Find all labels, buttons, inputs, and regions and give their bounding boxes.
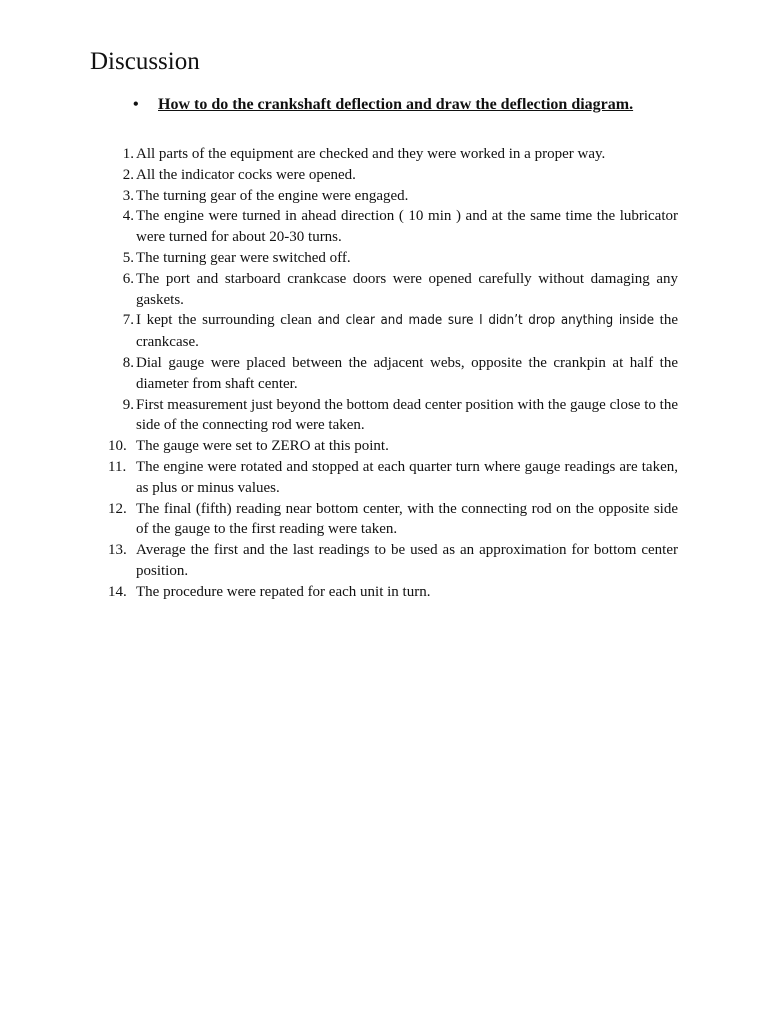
list-item-number: 1.: [122, 146, 134, 162]
list-item-text-part: I kept the surrounding clean: [136, 312, 312, 329]
list-item-text: The final (fifth) reading near bottom center, with the connecting rod on the opposite side of the gauge to the first reading were taken.: [136, 500, 678, 538]
list-item: [108, 499, 678, 541]
list-item-text: The turning gear of the engine were engaged.: [136, 187, 409, 204]
list-item-text: [136, 310, 678, 353]
list-item-number: 14.: [108, 583, 127, 600]
list-item-number: 8.: [122, 354, 134, 371]
list-item: [108, 144, 678, 165]
list-item: [108, 353, 678, 395]
list-item-text: Average the first and the last readings to be used as an approximation for bottom center position.: [136, 542, 678, 579]
list-item-number: 4.: [122, 208, 134, 225]
list-item-text: Dial gauge were placed between the adjacent webs, opposite the crankpin at half the diameter from shaft center.: [136, 354, 678, 392]
list-item: [108, 457, 678, 499]
list-item: [108, 395, 678, 437]
section-heading: Discussion: [90, 48, 200, 75]
list-item-text: All parts of the equipment are checked and they were worked in a proper way.: [136, 146, 606, 162]
list-item: [108, 436, 678, 457]
subheading: How to do the crankshaft deflection and draw the deflection diagram.: [158, 96, 634, 113]
procedure-list: [108, 144, 678, 603]
list-item-number: 11.: [108, 458, 127, 475]
list-item: [108, 248, 678, 269]
list-item: [108, 206, 678, 248]
list-item-text-part: and clear and made sure I didn’t drop anything inside: [311, 313, 655, 329]
list-item-number: 2.: [122, 166, 134, 183]
list-item: [108, 582, 678, 603]
bullet-icon: •: [133, 96, 139, 113]
list-item: [108, 186, 678, 207]
list-item-text: The procedure were repated for each unit in turn.: [136, 583, 431, 600]
list-item-text: The gauge were set to ZERO at this point.: [136, 438, 389, 455]
list-item-text: The port and starboard crankcase doors were opened carefully without damaging any gaskets.: [136, 270, 678, 308]
list-item-number: 6.: [122, 270, 134, 287]
list-item: [108, 540, 678, 582]
list-item-number: 3.: [122, 187, 134, 204]
list-item-number: 13.: [108, 542, 127, 559]
list-item-text: First measurement just beyond the bottom dead center position with the gauge close to the side of the connecting rod were taken.: [136, 396, 678, 434]
list-item-text: The engine were turned in ahead direction ( 10 min ) and at the same time the lubricator were turned for about 20-30 turns.: [136, 208, 678, 246]
list-item-number: 9.: [122, 396, 134, 413]
list-item: [108, 165, 678, 186]
list-item-number: 12.: [108, 500, 127, 517]
list-item-text: All the indicator cocks were opened.: [136, 166, 356, 183]
list-item: [108, 269, 678, 311]
list-item-text: The engine were rotated and stopped at each quarter turn where gauge readings are taken, as plus or minus values.: [136, 458, 678, 496]
list-item: [108, 310, 678, 353]
list-item-number: 10.: [108, 438, 127, 455]
list-item-text: The turning gear were switched off.: [136, 249, 351, 266]
list-item-text-part: the crankcase.: [136, 312, 678, 351]
list-item-number: 7.: [122, 312, 134, 329]
list-item-number: 5.: [122, 249, 134, 266]
